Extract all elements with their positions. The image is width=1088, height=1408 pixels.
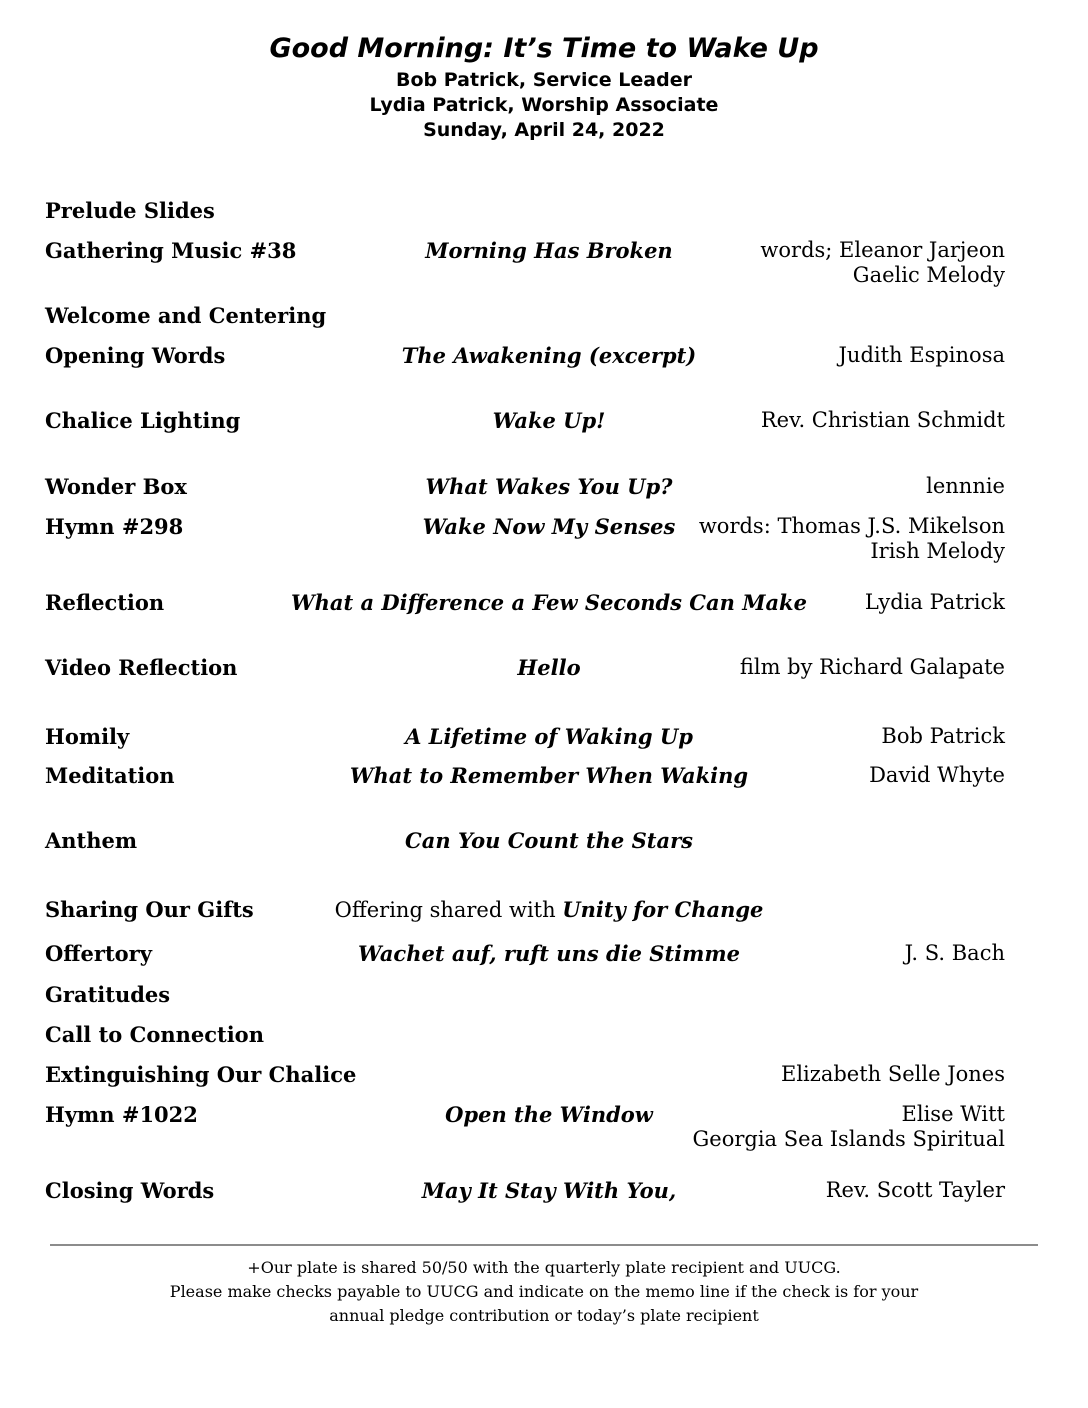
- credit-line: lennnie: [926, 474, 1005, 498]
- order-title: What to Remember When Waking: [349, 763, 749, 788]
- credit-line: words: Thomas J.S. Mikelson: [698, 514, 1005, 538]
- footer-note: [0, 1256, 1088, 1328]
- order-label: Welcome and Centering: [45, 303, 327, 328]
- order-label: Chalice Lighting: [45, 408, 241, 433]
- credit-line: Rev. Christian Schmidt: [760, 408, 1005, 432]
- credit-line: Judith Espinosa: [838, 343, 1005, 367]
- order-label: Video Reflection: [45, 655, 238, 680]
- order-label: Offertory: [45, 941, 152, 966]
- order-title: What Wakes You Up?: [425, 474, 673, 499]
- order-label: Wonder Box: [45, 474, 187, 499]
- order-title: Can You Count the Stars: [405, 828, 693, 853]
- credit-line: Irish Melody: [870, 539, 1005, 563]
- order-credit: [826, 1178, 1005, 1203]
- order-title: What a Difference a Few Seconds Can Make: [291, 590, 807, 615]
- order-label: Opening Words: [45, 343, 226, 368]
- order-label: Extinguishing Our Chalice: [45, 1062, 357, 1087]
- credit-line: Lydia Patrick: [864, 590, 1005, 614]
- service-header: [0, 30, 1088, 143]
- order-label: Closing Words: [45, 1178, 215, 1203]
- order-credit: [869, 763, 1005, 788]
- order-title: A Lifetime of Waking Up: [405, 724, 693, 749]
- order-title: May It Stay With You,: [421, 1178, 677, 1203]
- credit-line: Bob Patrick: [881, 724, 1005, 748]
- order-label: Reflection: [45, 590, 165, 615]
- order-credit: [781, 1062, 1005, 1087]
- order-label: Hymn #298: [45, 514, 184, 539]
- credit-line: Gaelic Melody: [852, 263, 1005, 287]
- footer-line: Please make checks payable to UUCG and indicate on the memo line if the check is for your: [169, 1282, 919, 1301]
- offering-prefix: Offering shared with: [334, 898, 563, 922]
- order-title: Wake Now My Senses: [422, 514, 676, 539]
- order-credit: [760, 238, 1005, 288]
- order-credit: [881, 724, 1005, 749]
- credit-line: Elise Witt: [901, 1102, 1005, 1126]
- credit-line: film by Richard Galapate: [739, 655, 1005, 679]
- credit-line: Georgia Sea Islands Spiritual: [692, 1127, 1005, 1151]
- order-label: Gathering Music #38: [45, 238, 297, 263]
- order-credit: [926, 474, 1005, 499]
- order-title: The Awakening (excerpt): [401, 343, 697, 368]
- service-title: Good Morning: It’s Time to Wake Up: [269, 33, 819, 64]
- order-credit: [761, 408, 1005, 433]
- order-title: [335, 897, 764, 923]
- credit-line: words; Eleanor Jarjeon: [760, 238, 1005, 262]
- order-label: Prelude Slides: [45, 198, 215, 223]
- footer-line: +Our plate is shared 50/50 with the quarterly plate recipient and UUCG.: [247, 1258, 841, 1277]
- order-credit: [865, 590, 1005, 615]
- order-credit: [740, 655, 1005, 680]
- order-label: Hymn #1022: [45, 1102, 198, 1127]
- order-title: Wake Up!: [492, 408, 606, 433]
- order-title: Wachet auf, ruft uns die Stimme: [358, 941, 740, 966]
- credit-line: Elizabeth Selle Jones: [781, 1062, 1005, 1086]
- credit-line: J. S. Bach: [904, 941, 1005, 965]
- order-title: Morning Has Broken: [425, 238, 673, 263]
- order-label: Meditation: [45, 763, 175, 788]
- order-credit: [839, 343, 1005, 368]
- credit-line: David Whyte: [869, 763, 1005, 787]
- order-label: Call to Connection: [45, 1022, 264, 1047]
- service-date: Sunday, April 24, 2022: [423, 119, 665, 141]
- order-label: Anthem: [45, 828, 138, 853]
- credit-line: Rev. Scott Tayler: [825, 1178, 1005, 1202]
- order-label: Sharing Our Gifts: [45, 897, 254, 922]
- worship-associate: Lydia Patrick, Worship Associate: [369, 94, 719, 116]
- order-credit: [905, 941, 1005, 966]
- footer-divider: [50, 1244, 1038, 1246]
- offering-recipient: Unity for Change: [562, 897, 764, 922]
- order-title: Open the Window: [445, 1102, 653, 1127]
- order-credit: [699, 514, 1005, 564]
- order-label: Gratitudes: [45, 982, 171, 1007]
- footer-line: annual pledge contribution or today’s plate recipient: [329, 1306, 759, 1325]
- order-label: Homily: [45, 724, 130, 749]
- service-leader: Bob Patrick, Service Leader: [396, 69, 692, 91]
- order-title: Hello: [517, 655, 581, 680]
- order-credit: [693, 1102, 1005, 1152]
